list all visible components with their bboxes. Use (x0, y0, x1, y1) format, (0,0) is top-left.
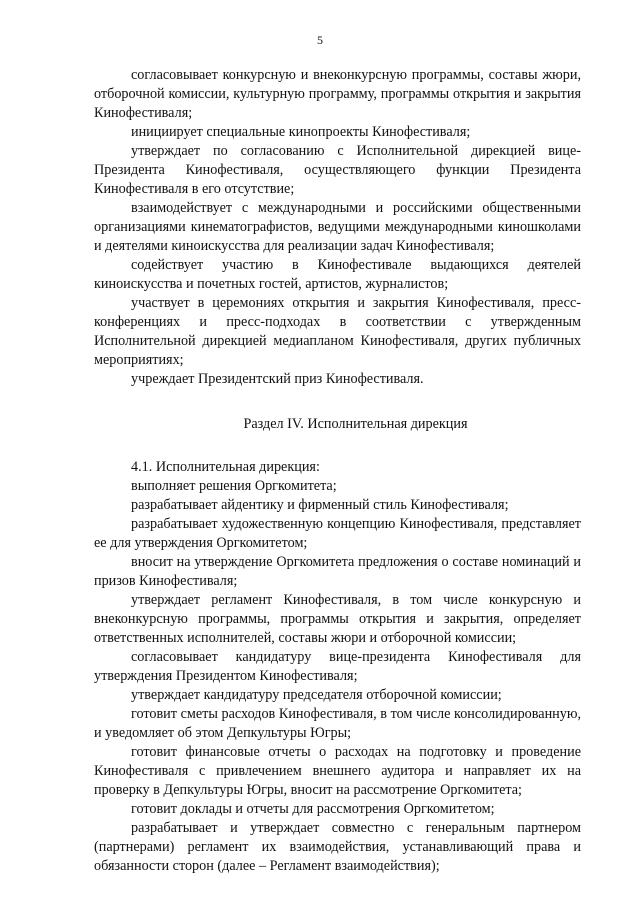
paragraph: инициирует специальные кинопроекты Кинофестиваля; (131, 124, 471, 140)
paragraph: готовит сметы расходов Кинофестиваля, в том числе консолидированную, и уведомляет об этом Депкультуры Югры; (94, 706, 581, 741)
paragraph: содействует участию в Кинофестивале выдающихся деятелей киноискусства и почетных гостей, артистов, журналистов; (94, 257, 581, 292)
section-heading: Раздел IV. Исполнительная дирекция (243, 416, 468, 432)
paragraph: готовит финансовые отчеты о расходах на подготовку и проведение Кинофестиваля с привлечением внешнего аудитора и направляет их на проверку в Депкультуры Югры, вносит на рассмотрение Оргкомитета; (94, 744, 581, 798)
page-number: 5 (317, 33, 323, 47)
paragraph: разрабатывает художественную концепцию Кинофестиваля, представляет ее для утверждения Оргкомитетом; (94, 516, 581, 551)
paragraph: выполняет решения Оргкомитета; (131, 478, 337, 494)
paragraph: утверждает кандидатуру председателя отборочной комиссии; (131, 687, 502, 703)
paragraph: утверждает регламент Кинофестиваля, в том числе конкурсную и внеконкурсную программы, программы открытия и закрытия, определяет ответственных исполнителей, составы жюри и отборочной комиссии; (94, 592, 581, 646)
paragraph: разрабатывает айдентику и фирменный стиль Кинофестиваля; (131, 497, 509, 513)
paragraph: вносит на утверждение Оргкомитета предложения о составе номинаций и призов Кинофестиваля; (94, 554, 581, 589)
paragraph: готовит доклады и отчеты для рассмотрения Оргкомитетом; (131, 801, 495, 817)
paragraph: участвует в церемониях открытия и закрытия Кинофестиваля, пресс-конференциях и пресс-подходах в соответствии с утвержденным Исполнительной дирекцией медиапланом Кинофестиваля, других публичных мероприятиях; (94, 295, 581, 368)
paragraph: согласовывает кандидатуру вице-президента Кинофестиваля для утверждения Президентом Кинофестиваля; (94, 649, 581, 684)
paragraph: разрабатывает и утверждает совместно с генеральным партнером (партнерами) регламент их взаимодействия, устанавливающий права и обязанности сторон (далее – Регламент взаимодействия); (94, 820, 581, 874)
paragraph: учреждает Президентский приз Кинофестиваля. (131, 371, 424, 387)
paragraph: утверждает по согласованию с Исполнительной дирекцией вице-Президента Кинофестиваля, осуществляющего функции Президента Кинофестиваля в его отсутствие; (94, 143, 581, 197)
paragraph: согласовывает конкурсную и внеконкурсную программы, составы жюри, отборочной комиссии, культурную программу, программы открытия и закрытия Кинофестиваля; (94, 67, 581, 121)
document-body (94, 0, 581, 876)
section-intro: 4.1. Исполнительная дирекция: (131, 459, 320, 475)
paragraph: взаимодействует с международными и российскими общественными организациями кинематографистов, ведущими международными киношколами и деятелями киноискусства для реализации задач Кинофестиваля; (94, 200, 581, 254)
